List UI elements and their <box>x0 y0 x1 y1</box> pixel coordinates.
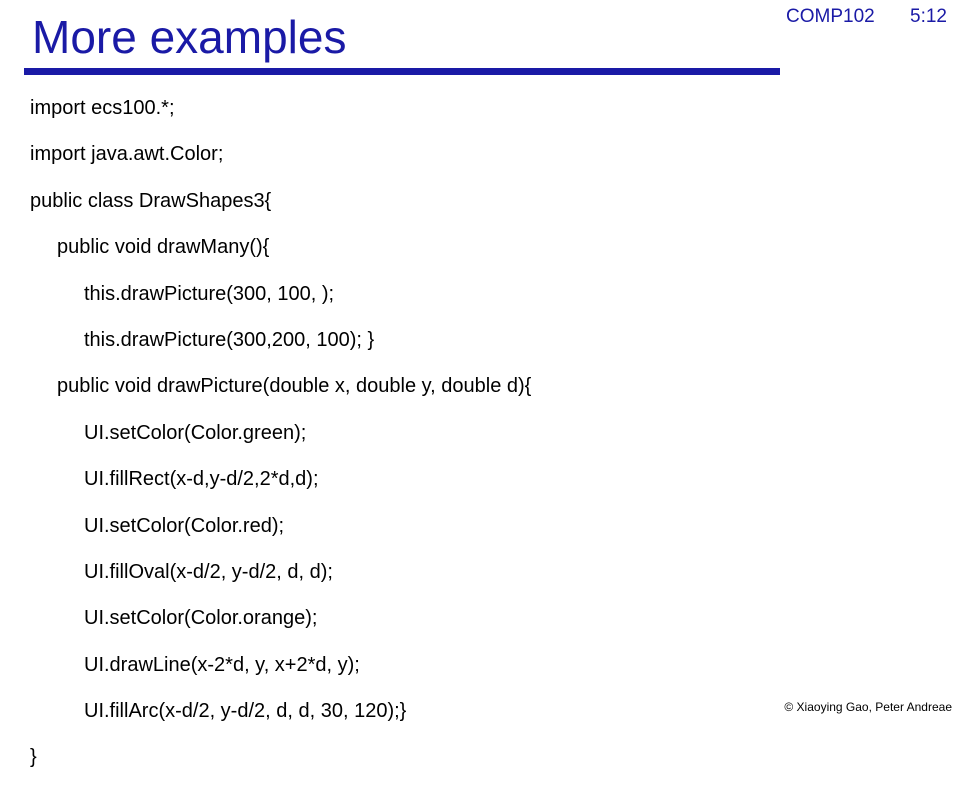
code-line: UI.setColor(Color.orange); <box>84 607 318 630</box>
course-code: COMP102 <box>786 6 875 27</box>
code-line: UI.drawLine(x-2*d, y, x+2*d, y); <box>84 653 360 676</box>
code-line: this.drawPicture(300, 100, ); <box>84 282 335 305</box>
code-line: public void drawPicture(double x, double y, double d){ <box>57 375 532 398</box>
code-line: this.drawPicture(300,200, 100); } <box>84 328 375 351</box>
code-listing <box>30 93 531 789</box>
code-line: UI.fillArc(x-d/2, y-d/2, d, d, 30, 120);} <box>84 700 407 723</box>
slide-title: More examples <box>32 11 347 63</box>
code-line: UI.setColor(Color.green); <box>84 421 307 444</box>
copyright-notice: © Xiaoying Gao, Peter Andreae <box>784 700 952 714</box>
slide-number: 5:12 <box>910 6 947 27</box>
code-line: UI.fillOval(x-d/2, y-d/2, d, d); <box>84 560 333 583</box>
code-line: UI.setColor(Color.red); <box>84 514 285 537</box>
code-line: UI.fillRect(x-d,y-d/2,2*d,d); <box>84 468 319 491</box>
code-line: } <box>30 746 37 769</box>
code-line: public class DrawShapes3{ <box>30 189 272 212</box>
code-line: import java.awt.Color; <box>30 143 224 166</box>
title-underline <box>24 68 780 75</box>
code-line: import ecs100.*; <box>30 97 175 119</box>
code-line: public void drawMany(){ <box>57 236 270 259</box>
